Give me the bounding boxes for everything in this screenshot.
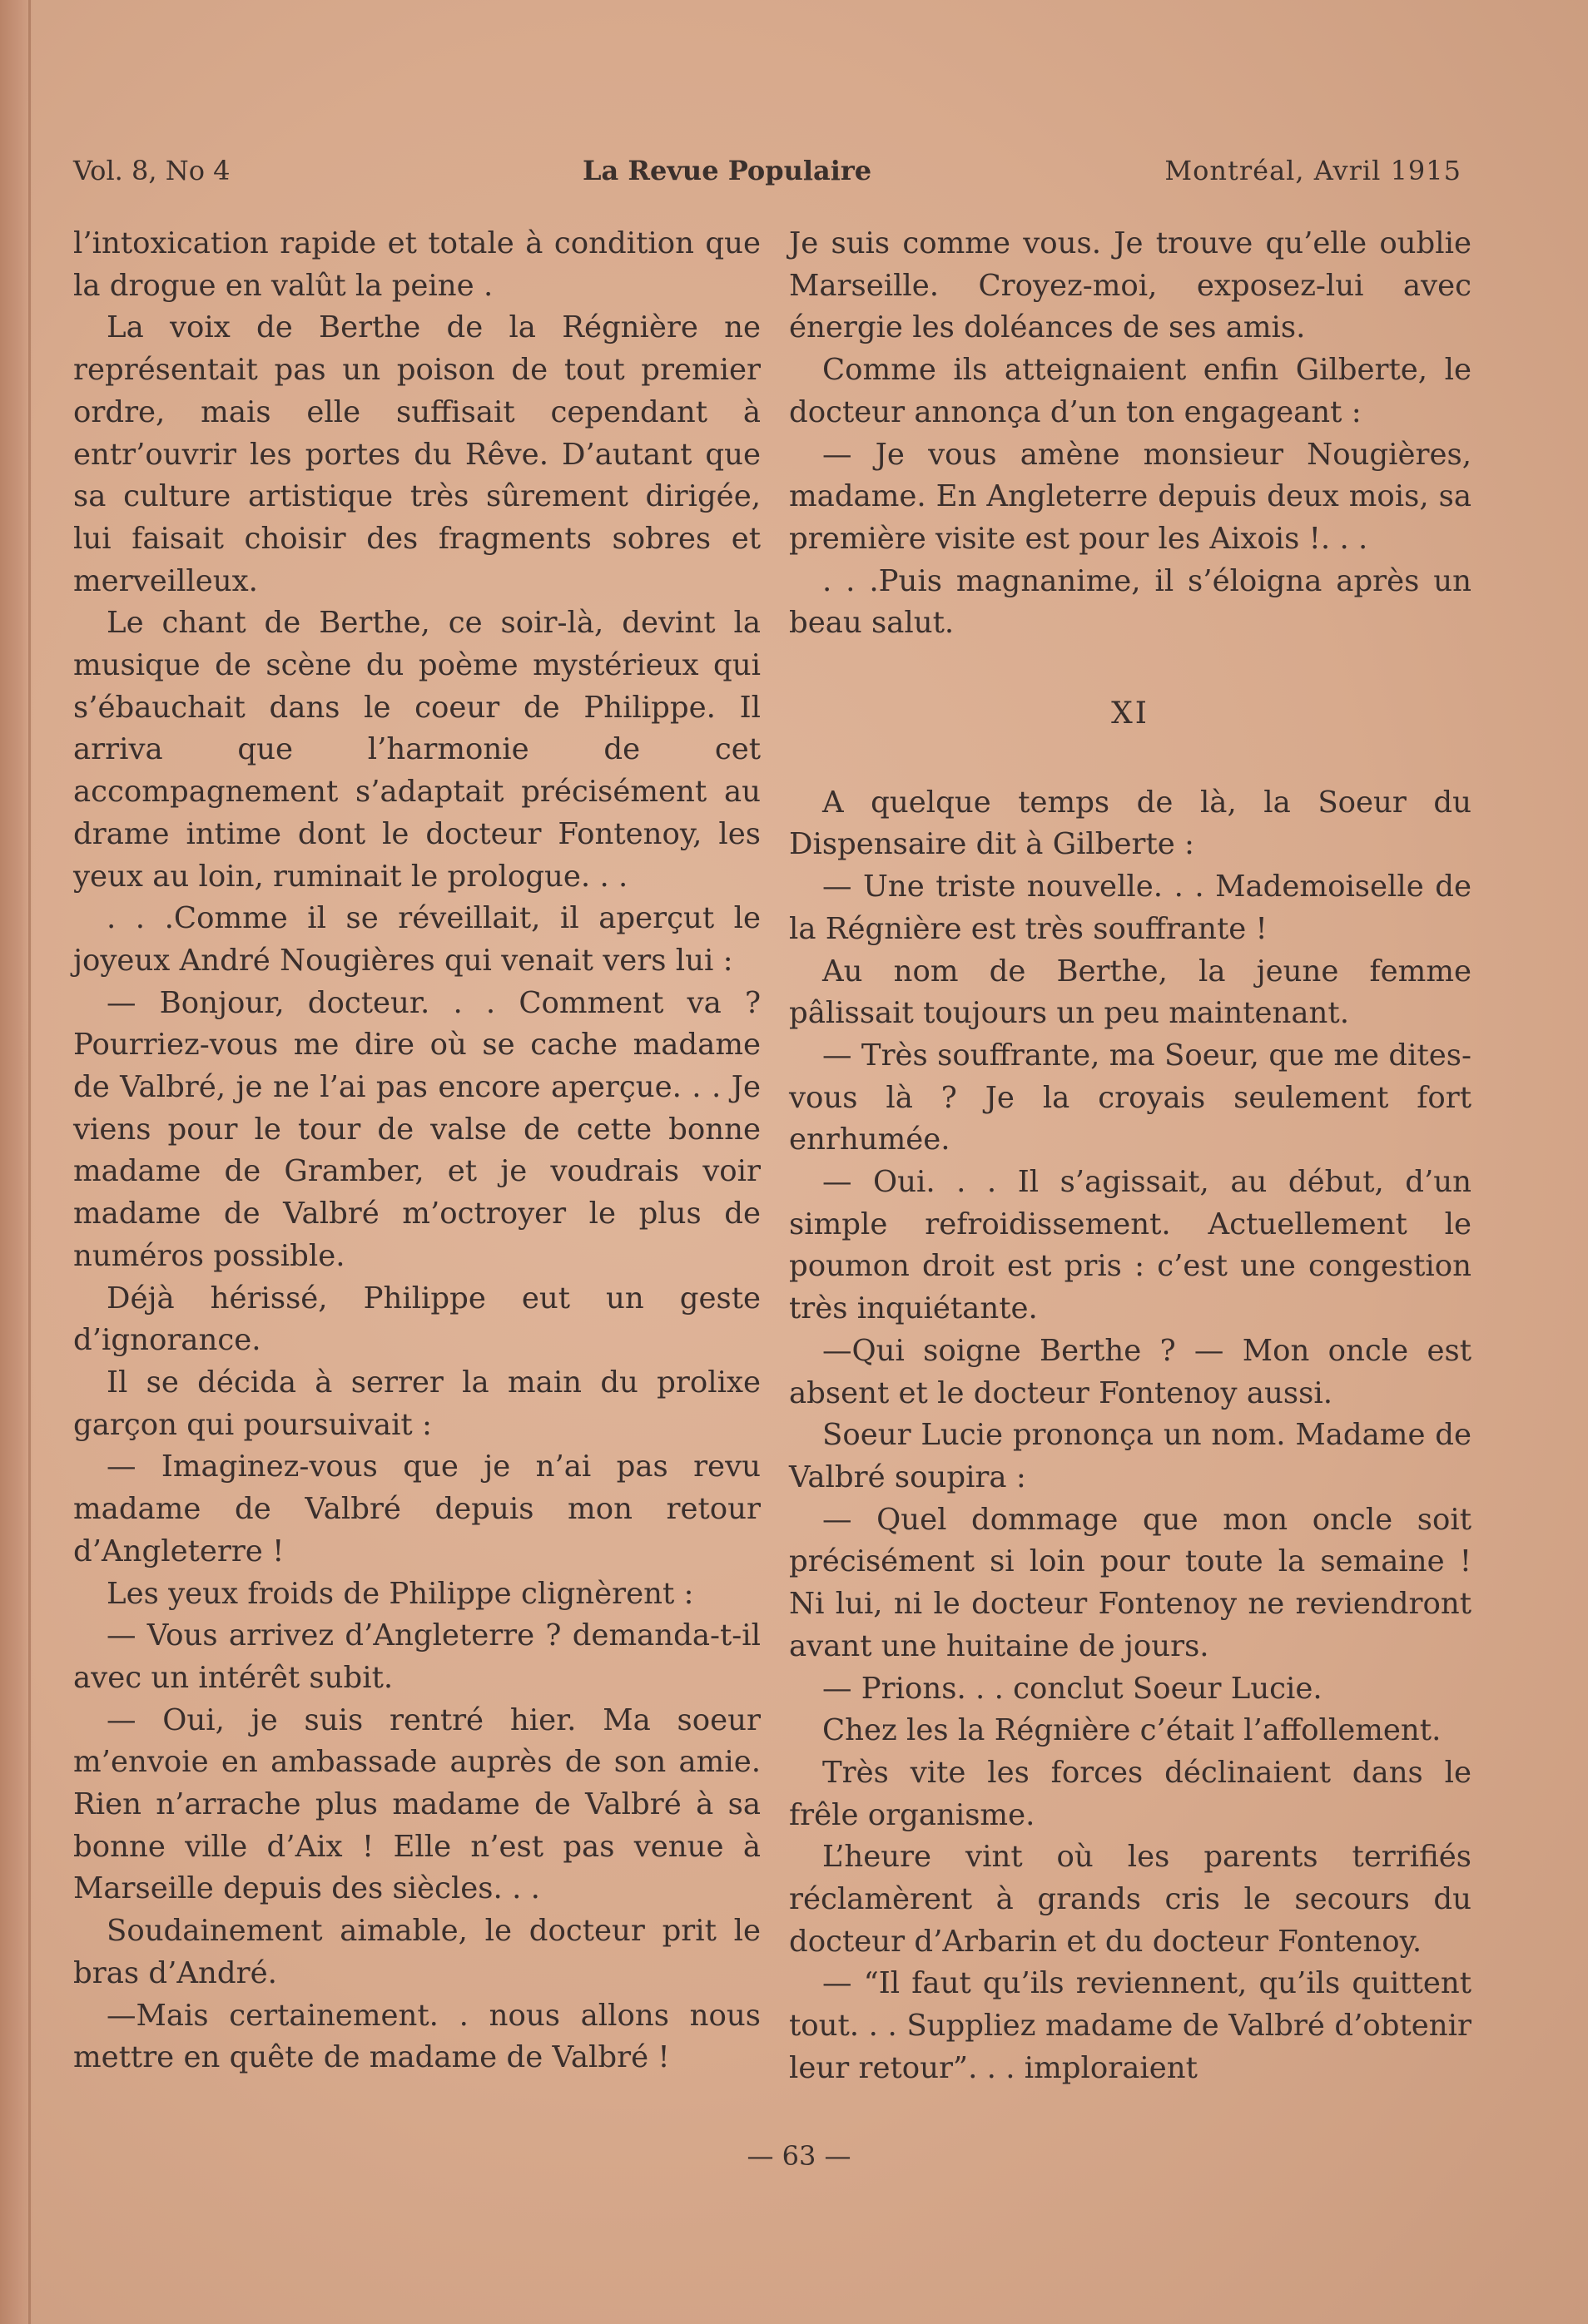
paragraph: . . .Comme il se réveillait, il aperçut le joyeux André Nougières qui venait vers lui :	[73, 901, 761, 978]
paragraph: A quelque temps de là, la Soeur du Dispensaire dit à Gilberte :	[789, 785, 1471, 862]
paragraph: — Oui. . . Il s’agissait, au début, d’un simple refroidissement. Actuellement le poumon droit est pris : c’est une congestion très inquiétante.	[789, 1165, 1471, 1326]
right-column	[789, 223, 1471, 2090]
paragraph: — Très souffrante, ma Soeur, que me dites-vous là ? Je la croyais seulement fort enrhumée.	[789, 1038, 1471, 1157]
paragraph: — Quel dommage que mon oncle soit précisément si loin pour toute la semaine ! Ni lui, ni le docteur Fontenoy ne reviendront avant une huitaine de jours.	[789, 1502, 1471, 1663]
paragraph: Il se décida à serrer la main du prolixe garçon qui poursuivait :	[73, 1365, 761, 1442]
running-header	[73, 155, 1461, 195]
paragraph: l’intoxication rapide et totale à condition que la drogue en valût la peine .	[73, 226, 761, 303]
paragraph: Le chant de Berthe, ce soir-là, devint la musique de scène du poème mystérieux qui s’ébauchait dans le coeur de Philippe. Il arriva que l’harmonie de cet accompagnement s’adaptait précisément au drame intime dont le docteur Fontenoy, les yeux au loin, ruminait le prologue. . .	[73, 606, 761, 894]
paragraph: — Bonjour, docteur. . . Comment va ? Pourriez-vous me dire où se cache madame de Valbré, je ne l’ai pas encore aperçue. . . Je viens pour le tour de valse de cette bonne madame de Gramber, et je voudrais voir madame de Valbré m’octroyer le plus de numéros possible.	[73, 985, 761, 1273]
paragraph: Déjà hérissé, Philippe eut un geste d’ignorance.	[73, 1281, 761, 1358]
paragraph: —Mais certainement. . nous allons nous mettre en quête de madame de Valbré !	[73, 1998, 761, 2075]
place-and-date: Montréal, Avril 1915	[1164, 155, 1461, 186]
paragraph: — “Il faut qu’ils reviennent, qu’ils quittent tout. . . Suppliez madame de Valbré d’obtenir leur retour”. . . imploraient	[789, 1966, 1471, 2085]
paragraph: Très vite les forces déclinaient dans le frêle organisme.	[789, 1755, 1471, 1832]
paragraph: — Une triste nouvelle. . . Mademoiselle de la Régnière est très souffrante !	[789, 870, 1471, 946]
paragraph: — Vous arrivez d’Angleterre ? demanda-t-il avec un intérêt subit.	[73, 1618, 761, 1695]
paragraph: Je suis comme vous. Je trouve qu’elle oublie Marseille. Croyez-moi, exposez-lui avec énergie les doléances de ses amis.	[789, 226, 1471, 345]
paragraph: L’heure vint où les parents terrifiés réclamèrent à grands cris le secours du docteur d’Arbarin et du docteur Fontenoy.	[789, 1840, 1471, 1959]
left-column	[73, 223, 761, 2079]
paragraph: Soeur Lucie prononça un nom. Madame de Valbré soupira :	[789, 1418, 1471, 1494]
paragraph: . . .Puis magnanime, il s’éloigna après un beau salut.	[789, 563, 1471, 641]
binding-edge	[28, 0, 31, 2324]
chapter-heading: XI	[1111, 696, 1149, 731]
paragraph: Au nom de Berthe, la jeune femme pâlissait toujours un peu maintenant.	[789, 954, 1471, 1031]
paragraph: Soudainement aimable, le docteur prit le bras d’André.	[73, 1914, 761, 1990]
paragraph: — Je vous amène monsieur Nougières, madame. En Angleterre depuis deux mois, sa première visite est pour les Aixois !. . .	[789, 437, 1471, 556]
paragraph: — Imaginez-vous que je n’ai pas revu madame de Valbré depuis mon retour d’Angleterre !	[73, 1449, 761, 1568]
journal-title: La Revue Populaire	[583, 155, 872, 186]
paragraph: — Prions. . . conclut Soeur Lucie.	[822, 1671, 1323, 1706]
paragraph: Les yeux froids de Philippe clignèrent :	[107, 1576, 694, 1611]
paragraph: La voix de Berthe de la Régnière ne représentait pas un poison de tout premier ordre, mais elle suffisait cependant à entr’ouvrir les portes du Rêve. D’autant que sa culture artistique très sûrement dirigée, lui faisait choisir des fragments sobres et merveilleux.	[73, 310, 761, 598]
page-number: — 63 —	[747, 2140, 851, 2172]
volume-number: Vol. 8, No 4	[73, 155, 231, 186]
paragraph: — Oui, je suis rentré hier. Ma soeur m’envoie en ambassade auprès de son amie. Rien n’arrache plus madame de Valbré à sa bonne ville d’Aix ! Elle n’est pas venue à Marseille depuis des siècles. . .	[73, 1702, 761, 1906]
paragraph: Chez les la Régnière c’était l’affollement.	[822, 1713, 1442, 1748]
paragraph: —Qui soigne Berthe ? — Mon oncle est absent et le docteur Fontenoy aussi.	[789, 1333, 1471, 1410]
paragraph: Comme ils atteignaient enfin Gilberte, le docteur annonça d’un ton engageant :	[789, 353, 1471, 429]
